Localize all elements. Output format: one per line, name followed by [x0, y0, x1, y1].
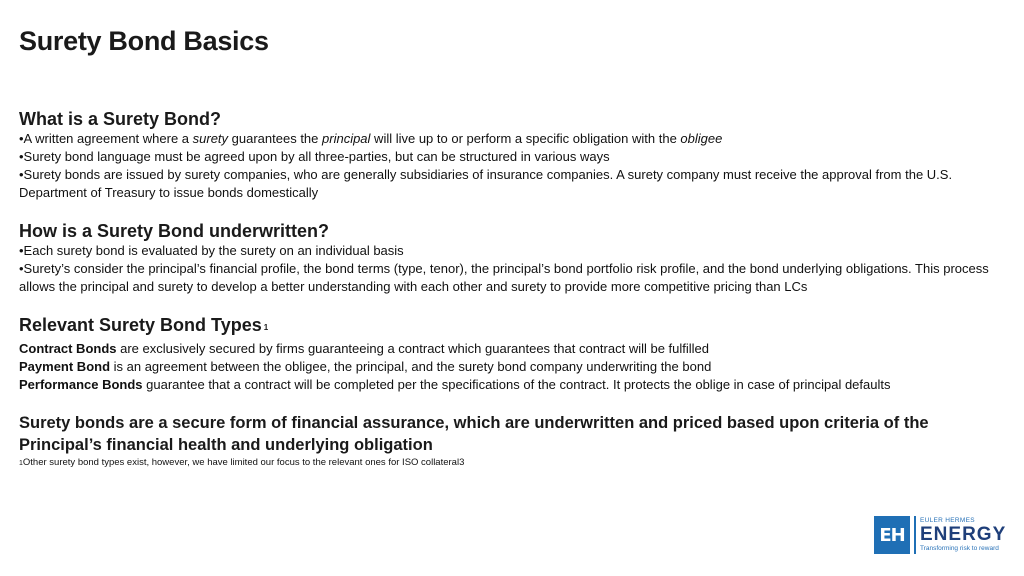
text-segment: will live up to or perform a specific obligation with the — [370, 131, 681, 146]
bond-type-desc: are exclusively secured by firms guaranteeing a contract which guarantees that contract will be fulfilled — [116, 341, 710, 356]
euler-hermes-energy-logo — [874, 515, 1006, 555]
logo-company-name: EULER HERMES — [920, 517, 975, 524]
bond-type-desc: is an agreement between the obligee, the principal, and the surety bond company underwriting the bond — [110, 359, 712, 374]
logo-tagline: Transforming risk to reward — [920, 545, 999, 552]
text-segment: •A written agreement where a — [19, 131, 193, 146]
bullet-issued-by: •Surety bonds are issued by surety companies, who are generally subsidiaries of insurance companies. A surety company must receive the approval from the U.S. Department of Treasury to issue bonds domestically — [19, 167, 953, 200]
types-heading-text: Relevant Surety Bond Types — [19, 315, 262, 335]
summary-statement: Surety bonds are a secure form of financial assurance, which are underwritten and priced based upon criteria of the Principal’s financial health and underlying obligation — [19, 414, 929, 454]
slide-content — [19, 108, 1009, 471]
page-title: Surety Bond Basics — [19, 26, 269, 56]
eh-logo-mark: EH — [874, 516, 910, 554]
bond-type-payment — [19, 358, 1009, 376]
text-segment: guarantees the — [228, 131, 323, 146]
bond-type-term: Contract Bonds — [19, 341, 117, 356]
bond-type-term: Payment Bond — [19, 359, 111, 374]
section-heading-types — [19, 314, 1009, 340]
logo-energy-word: ENERGY — [920, 524, 1007, 545]
logo-divider — [914, 516, 916, 554]
bond-type-contract — [19, 340, 1009, 358]
bullet-evaluated: •Each surety bond is evaluated by the surety on an individual basis — [19, 243, 404, 258]
bond-type-performance — [19, 376, 1009, 394]
term-principal: principal — [322, 131, 371, 146]
bond-type-desc: guarantee that a contract will be completed per the specifications of the contract. It protects the oblige in case of principal defaults — [142, 377, 891, 392]
bullet-written-agreement — [19, 130, 1009, 148]
logo-text — [920, 517, 1006, 553]
footnote-text: Other surety bond types exist, however, we have limited our focus to the relevant ones for ISO collateral3 — [22, 457, 465, 468]
bullet-language: •Surety bond language must be agreed upon by all three-parties, but can be structured in various ways — [19, 149, 610, 164]
footnote-number: 1 — [19, 460, 23, 467]
bullet-consider: •Surety’s consider the principal’s financial profile, the bond terms (type, tenor), the principal’s bond portfolio risk profile, and the bond underlying obligations. This process allows the principal and surety to develop a better understanding with each other and surety to provide more competitive pricing than LCs — [19, 261, 989, 294]
section-heading-what-is: What is a Surety Bond? — [19, 109, 222, 129]
section-heading-underwritten: How is a Surety Bond underwritten? — [19, 221, 330, 241]
footnote-marker: 1 — [263, 323, 269, 332]
bond-type-term: Performance Bonds — [19, 377, 143, 392]
term-obligee: obligee — [680, 131, 723, 146]
footnote — [19, 456, 1009, 471]
term-surety: surety — [192, 131, 229, 146]
